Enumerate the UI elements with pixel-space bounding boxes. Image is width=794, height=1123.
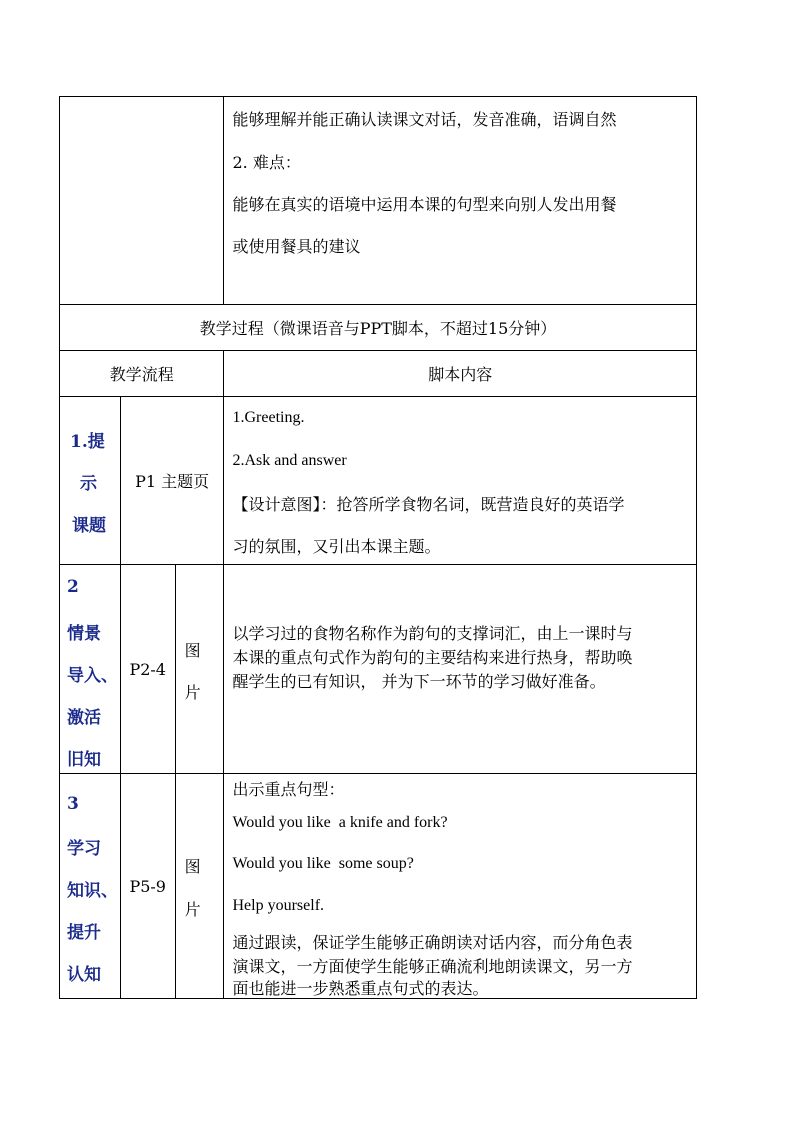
step1-page: P1 主题页: [121, 397, 225, 564]
step3-media-2: 片: [184, 900, 201, 919]
step2-label-1: 2: [67, 577, 79, 597]
header-row: [59, 351, 697, 397]
step1-label-2: 示: [80, 474, 97, 494]
objectives-row: [59, 96, 697, 305]
step1-content-cell: [224, 397, 696, 564]
objective-line-1: 能够理解并能正确认读课文对话，发音准确，语调自然: [232, 110, 617, 129]
section-title: 教学过程（微课语音与PPT脚本，不超过15分钟）: [199, 319, 557, 338]
step3-label-1: 3: [67, 794, 79, 814]
step2-line-2: 本课的重点句式作为韵句的主要结构来进行热身，帮助唤: [232, 648, 633, 667]
step2-label-2: 情景: [67, 624, 101, 644]
objective-line-4: 或使用餐具的建议: [232, 237, 361, 256]
step3-page: P5-9: [121, 774, 176, 998]
step3-sentence-2: Would you like some soup?: [232, 855, 414, 872]
lesson-plan-table: [59, 96, 697, 999]
step3-line-2: 演课文，一方面使学生能够正确流利地朗读课文，另一方: [232, 957, 633, 976]
step3-label-4: 提升: [67, 923, 101, 943]
step3-row: [59, 774, 697, 999]
objective-line-3: 能够在真实的语境中运用本课的句型来向别人发出用餐: [232, 195, 617, 214]
step3-label-3: 知识、: [67, 881, 118, 901]
step3-sentence-3: Help yourself.: [232, 897, 325, 914]
step2-label-cell: [60, 565, 121, 773]
step1-row: [59, 397, 697, 565]
step1-label-1: 1.提: [70, 432, 105, 452]
step2-line-3: 醒学生的已有知识， 并为下一环节的学习做好准备。: [232, 672, 606, 691]
step2-label-5: 旧知: [67, 750, 101, 770]
objective-line-2: 2. 难点：: [232, 153, 301, 172]
header-flow: 教学流程: [60, 351, 224, 396]
objectives-left-cell: [60, 97, 224, 304]
step2-line-1: 以学习过的食物名称作为韵句的支撑词汇，由上一课时与: [232, 624, 633, 643]
step1-intent-2: 习的氛围，又引出本课主题。: [232, 537, 441, 556]
step3-label-cell: [60, 774, 121, 998]
step3-line-1: 通过跟读，保证学生能够正确朗读对话内容，而分角色表: [232, 933, 633, 952]
step3-content-cell: [224, 774, 696, 998]
step2-page: P2-4: [121, 565, 176, 773]
step2-row: [59, 565, 697, 774]
step3-line-3: 面也能进一步熟悉重点句式的表达。: [232, 979, 489, 998]
step2-media-2: 片: [184, 683, 201, 702]
step3-media-1: 图: [184, 857, 201, 876]
step3-label-5: 认知: [67, 965, 101, 985]
step2-content-cell: [224, 565, 696, 773]
step3-media-cell: [176, 774, 225, 998]
step1-label-cell: [60, 397, 121, 564]
step3-label-2: 学习: [67, 839, 101, 859]
step2-label-3: 导入、: [67, 666, 118, 686]
step1-line-2: 2.Ask and answer: [232, 452, 347, 469]
objectives-content-cell: [224, 97, 696, 304]
step1-label-3: 课题: [72, 516, 106, 536]
step2-media-1: 图: [184, 641, 201, 660]
step3-sentence-1: Would you like a knife and fork?: [232, 814, 448, 831]
header-script: 脚本内容: [428, 365, 493, 384]
step2-media-cell: [176, 565, 225, 773]
step1-line-1: 1.Greeting.: [232, 409, 305, 426]
step2-label-4: 激活: [67, 708, 101, 728]
step1-intent-1: 【设计意图】：抢答所学食物名词，既营造良好的英语学: [232, 495, 625, 514]
section-title-row: [59, 305, 697, 351]
step3-heading: 出示重点句型：: [232, 780, 345, 799]
